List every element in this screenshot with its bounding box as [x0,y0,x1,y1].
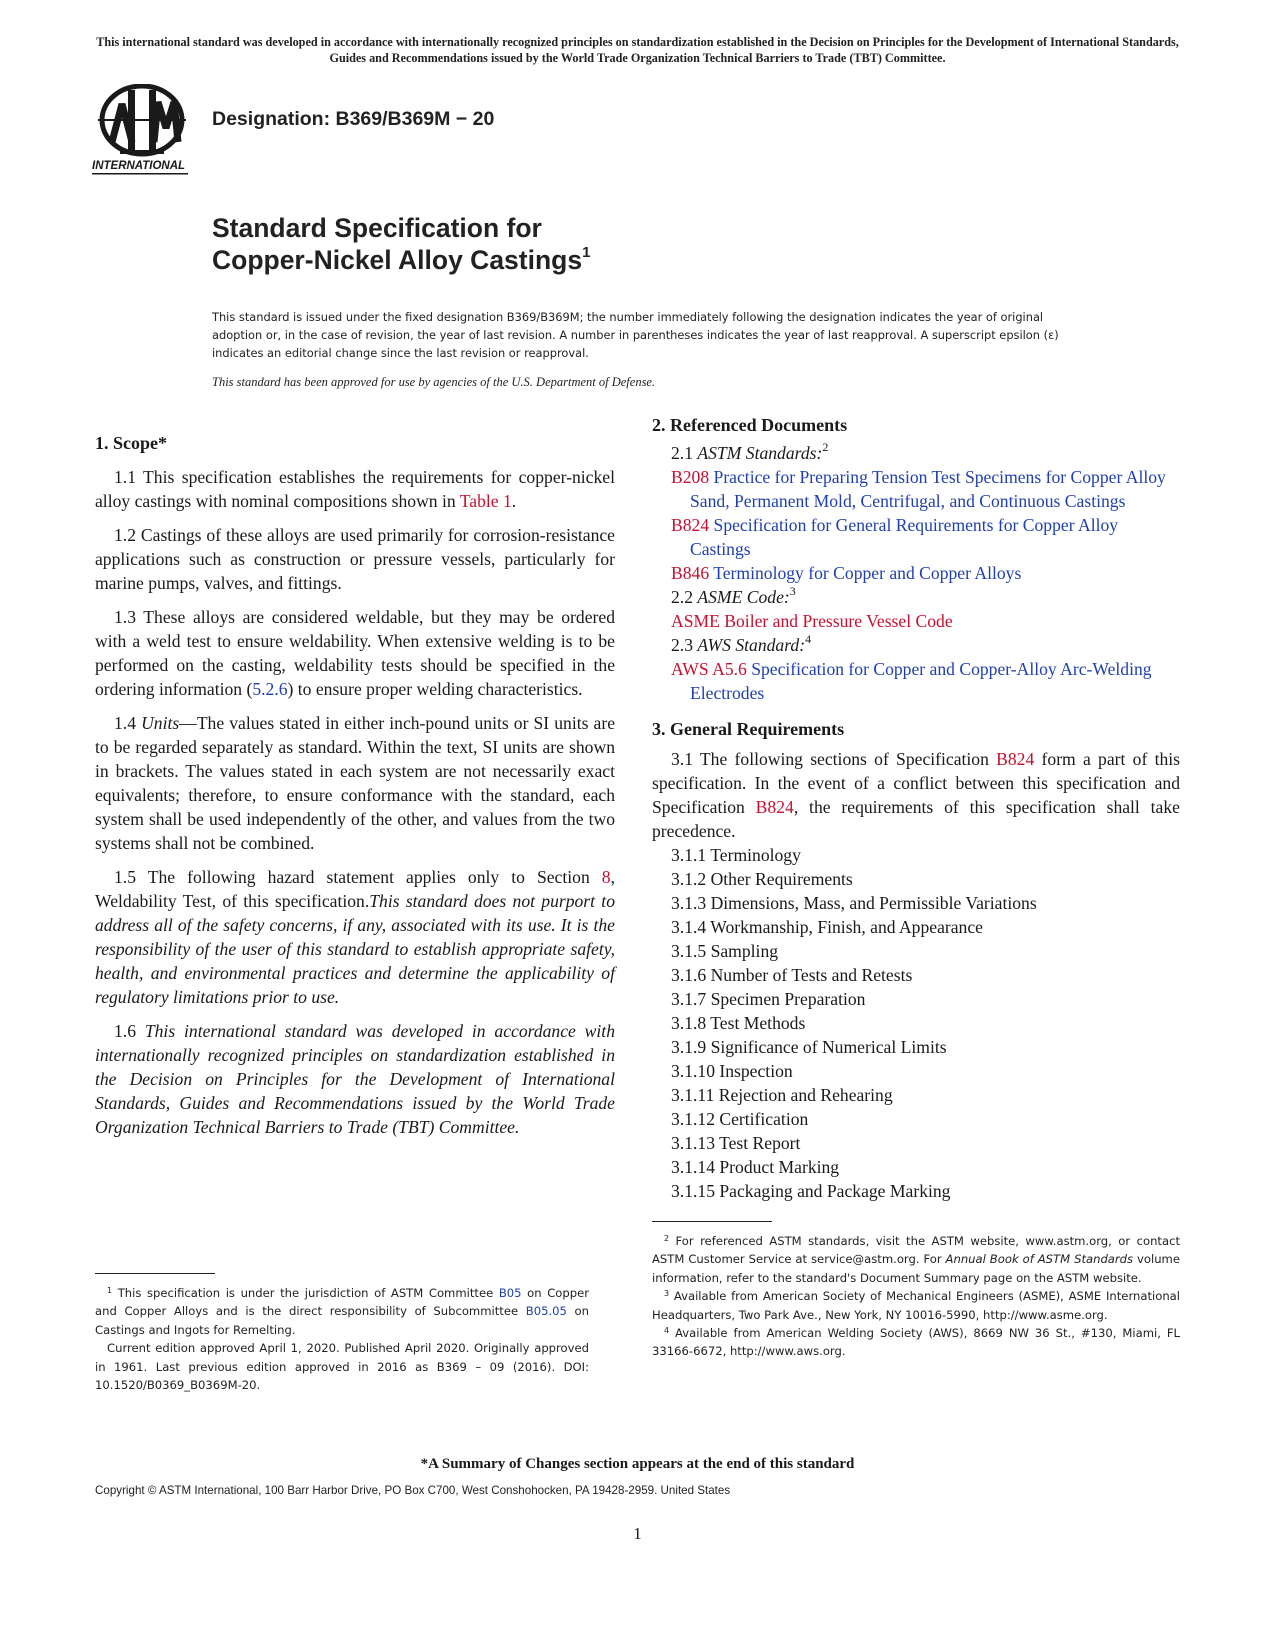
footnote-4: $^4$ Available from American Welding Society (AWS), 8669 NW 36 St., #130, Miami, FL 33166-6672, http://www.aws.org. [652,1326,1180,1359]
section-5-2-6-link[interactable]: 5.2.6 [252,679,288,699]
aws-standard-label: 2.3 AWS Standard:$^4$ [671,632,812,655]
list-item: 3.1.11 Rejection and Rehearing [671,1085,893,1105]
scope-1-2: 1.2 Castings of these alloys are used primarily for corrosion-resistance applications such as construction or pressure vessels, particularly for marine pumps, valves, and fittings. [95,525,615,593]
footnotes-right [652,1232,1180,1361]
scope-1-4: 1.4 Units—The values stated in either inch-pound units or SI units are to be regarded separately as standard. Within the text, SI units are shown in brackets. The values stated in each system are not necessarily exact equivalents; therefore, to ensure conformance with the standard, each system shall be used independently of the other, and values from the two systems shall not be combined. [95,713,616,853]
section-8-link[interactable]: 8 [601,867,611,887]
footnote-2: $^2$ For referenced ASTM standards, visit the ASTM website, www.astm.org, or contact ASTM Customer Service at service@astm.org. For Annual Book of ASTM Standards volume information, refer to the standard's Document Summary page on the ASTM website. [652,1234,1180,1285]
footnote-rule-left [95,1273,215,1274]
list-item: 3.1.9 Significance of Numerical Limits [671,1037,947,1057]
list-item: 3.1.7 Specimen Preparation [671,989,866,1009]
title-line-1: Standard Specification for [212,213,542,243]
scope-heading: 1. Scope* [95,433,167,453]
list-item: 3.1.8 Test Methods [671,1013,806,1033]
page-title [212,212,590,276]
footnote-rule-right [652,1221,772,1222]
general-requirements-heading: 3. General Requirements [652,719,845,739]
ref-b208[interactable]: B208 Practice for Preparing Tension Test Specimens for Copper Alloy Sand, Permanent Mold, Centrifugal, and Continuous Castings [671,467,1166,511]
list-item: 3.1.1 Terminology [671,845,801,865]
b05-05-link[interactable]: B05.05 [525,1304,567,1319]
astm-standards-label: 2.1 ASTM Standards:$^2$ [671,440,829,463]
list-item: 3.1.14 Product Marking [671,1157,840,1177]
ref-b824[interactable]: B824 Specification for General Requirements for Copper Alloy Castings [671,515,1119,559]
scope-1-6: 1.6 This international standard was developed in accordance with internationally recognized principles on standardization established in the Decision on Principles for the Development of International Standards, Guides and Recommendations issued by the World Trade Organization Technical Barriers to Trade (TBT) Committee. [95,1021,615,1137]
scope-1-5: 1.5 The following hazard statement applies only to Section 8, Weldability Test, of this specification.This standard does not purport to address all of the safety concerns, if any, associated with its use. It is the responsibility of the user of this standard to establish appropriate safety, health, and environmental practices and determine the applicability of regulatory limitations prior to use. [95,867,615,1007]
astm-logo-icon [92,84,202,180]
left-column [95,431,615,1149]
summary-of-changes-note: *A Summary of Changes section appears at the end of this standard [420,1456,855,1472]
list-item: 3.1.10 Inspection [671,1061,793,1081]
list-item: 3.1.15 Packaging and Package Marking [671,1181,951,1201]
list-item: 3.1.4 Workmanship, Finish, and Appearance [671,917,983,937]
list-item: 3.1.5 Sampling [671,941,779,961]
logo-text: INTERNATIONAL [92,160,186,172]
footnote-3: $^3$ Available from American Society of Mechanical Engineers (ASME), ASME International Headquarters, Two Park Ave., New York, NY 10016-5990, http://www.asme.org. [652,1289,1180,1322]
issue-note: This standard is issued under the fixed designation B369/B369M; the number immediately following the designation indicates the year of original adoption or, in the case of revision, the year of last revision. A number in parentheses indicates the year of last reapproval. A superscript epsilon (ε) indicates an editorial change since the last revision or reapproval. [212,310,1059,360]
ref-aws-a5-6[interactable]: AWS A5.6 Specification for Copper and Copper-Alloy Arc-Welding Electrodes [671,659,1152,703]
scope-1-1: 1.1 This specification establishes the requirements for copper-nickel alloy castings with nominal compositions shown in Table 1. [95,467,615,511]
astm-logo [92,84,202,180]
designation: Designation: B369/B369M − 20 [212,108,495,130]
scope-1-3: 1.3 These alloys are considered weldable, but they may be ordered with a weld test to ensure weldability. When extensive welding is to be performed on the casting, weldability tests should be specified in the ordering information (5.2.6) to ensure proper welding characteristics. [95,607,615,699]
list-item: 3.1.6 Number of Tests and Retests [671,965,913,985]
b824-link-1[interactable]: B824 [996,749,1035,769]
list-item: 3.1.3 Dimensions, Mass, and Permissible Variations [671,893,1037,913]
footnotes-left [95,1284,589,1394]
page-number: 1 [633,1524,642,1543]
general-items-list [652,843,1180,1203]
copyright: Copyright © ASTM International, 100 Barr Harbor Drive, PO Box C700, West Conshohocken, PA 19428-2959. United States [95,1484,731,1497]
referenced-documents-heading: 2. Referenced Documents [652,415,848,435]
top-notice: This international standard was developed in accordance with internationally recognized principles on standardization established in the Decision on Principles for the Development of International Standards, Guides and Recommendations issued by the World Trade Organization Technical Barriers to Trade (TBT) Committee. [96,35,1179,65]
list-item: 3.1.13 Test Report [671,1133,801,1153]
list-item: 3.1.2 Other Requirements [671,869,853,889]
table-1-link[interactable]: Table 1 [459,491,512,511]
b824-link-2[interactable]: B824 [755,797,794,817]
right-column [652,413,1180,1203]
ref-asme-bpvc[interactable]: ASME Boiler and Pressure Vessel Code [671,611,953,631]
general-3-1: 3.1 The following sections of Specification B824 form a part of this specification. In the event of a conflict between this specification and Specification B824, the requirements of this specification shall take precedence. [652,749,1180,841]
footnote-1-edition: Current edition approved April 1, 2020. Published April 2020. Originally approved in 1961. Last previous edition approved in 2016 as B369 – 09 (2016). DOI: 10.1520/B0369_B0369M-20. [95,1341,589,1393]
list-item: 3.1.12 Certification [671,1109,809,1129]
b05-link[interactable]: B05 [498,1286,522,1300]
title-footnote-mark: 1 [582,244,591,261]
dod-note: This standard has been approved for use by agencies of the U.S. Department of Defense. [212,375,656,389]
ref-b846[interactable]: B846 Terminology for Copper and Copper Alloys [671,563,1022,583]
title-line-2: Copper-Nickel Alloy Castings$^1$ [212,244,591,275]
asme-code-label: 2.2 ASME Code:$^3$ [671,584,796,607]
footnote-1: $^1$ This specification is under the jurisdiction of ASTM Committee B05 on Copper and Copper Alloys and is the direct responsibility of Subcommittee B05.05 on Castings and Ingots for Remelting. [95,1286,589,1337]
